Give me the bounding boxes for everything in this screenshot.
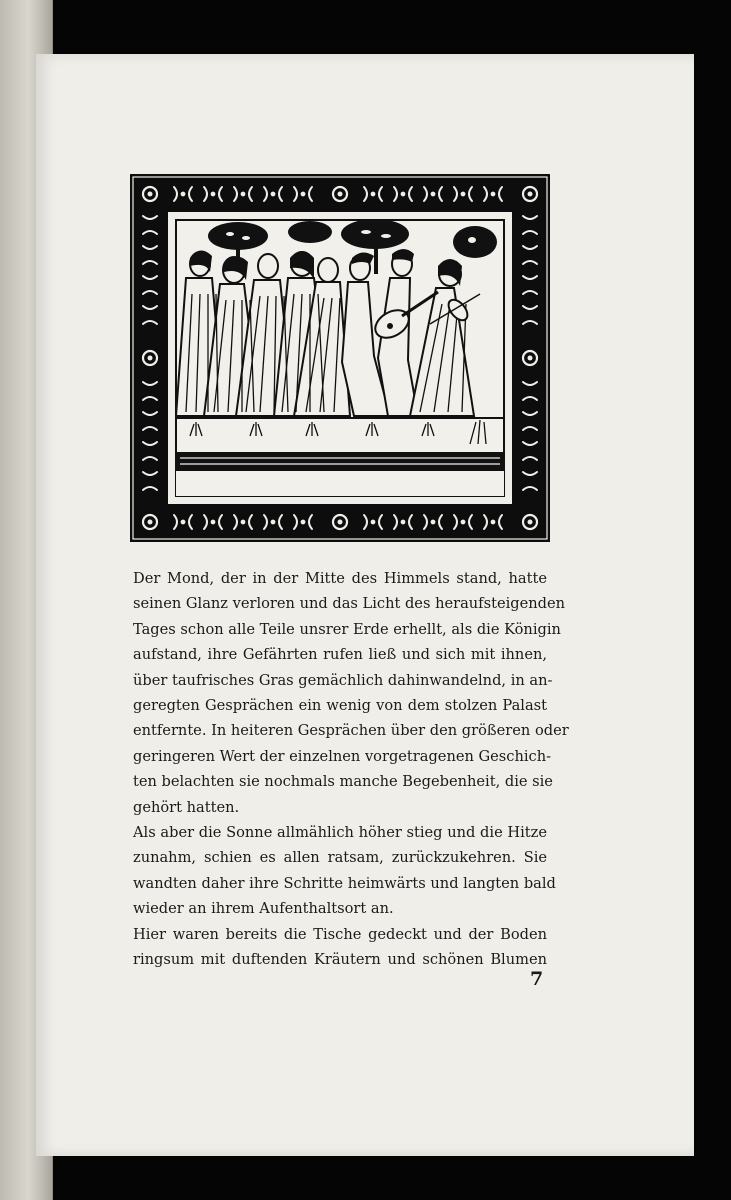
text-line: ringsum mit duftenden Kräutern und schönen Blumen [133, 951, 547, 969]
text-line: geringeren Wert der einzelnen vorgetragenen Geschich- [133, 747, 552, 765]
text-line: Der Mond, der in der Mitte des Himmels stand, hatte [133, 570, 547, 587]
text-line: über taufrisches Gras gemächlich dahinwandelnd, in an- [133, 671, 553, 689]
book-page [36, 54, 694, 1156]
text-line: seinen Glanz verloren und das Licht des heraufsteigenden [133, 595, 565, 613]
text-line: gehört hatten. [133, 798, 240, 816]
text-line: Tages schon alle Teile unsrer Erde erhellt, als die Königin [133, 620, 561, 638]
page-number: 7 [530, 968, 544, 990]
text-line: geregten Gesprächen ein wenig von dem stolzen Palast [133, 697, 547, 715]
text-line: entfernte. In heiteren Gesprächen über den größeren oder [133, 722, 569, 740]
text-line: aufstand, ihre Gefährten rufen ließ und sich mit ihnen, [133, 646, 547, 664]
text-line: Hier waren bereits die Tische gedeckt und der Boden [133, 925, 547, 943]
body-text [133, 566, 569, 973]
text-line: Als aber die Sonne allmählich höher stieg und die Hitze [133, 824, 547, 842]
text-line: wandten daher ihre Schritte heimwärts und langten bald [133, 874, 556, 892]
text-line: wieder an ihrem Aufenthaltsort an. [133, 900, 394, 918]
woodcut-illustration [130, 174, 550, 542]
text-line: zunahm, schien es allen ratsam, zurückzukehren. Sie [133, 849, 547, 867]
text-line: ten belachten sie nochmals manche Begebenheit, die sie [133, 773, 553, 791]
